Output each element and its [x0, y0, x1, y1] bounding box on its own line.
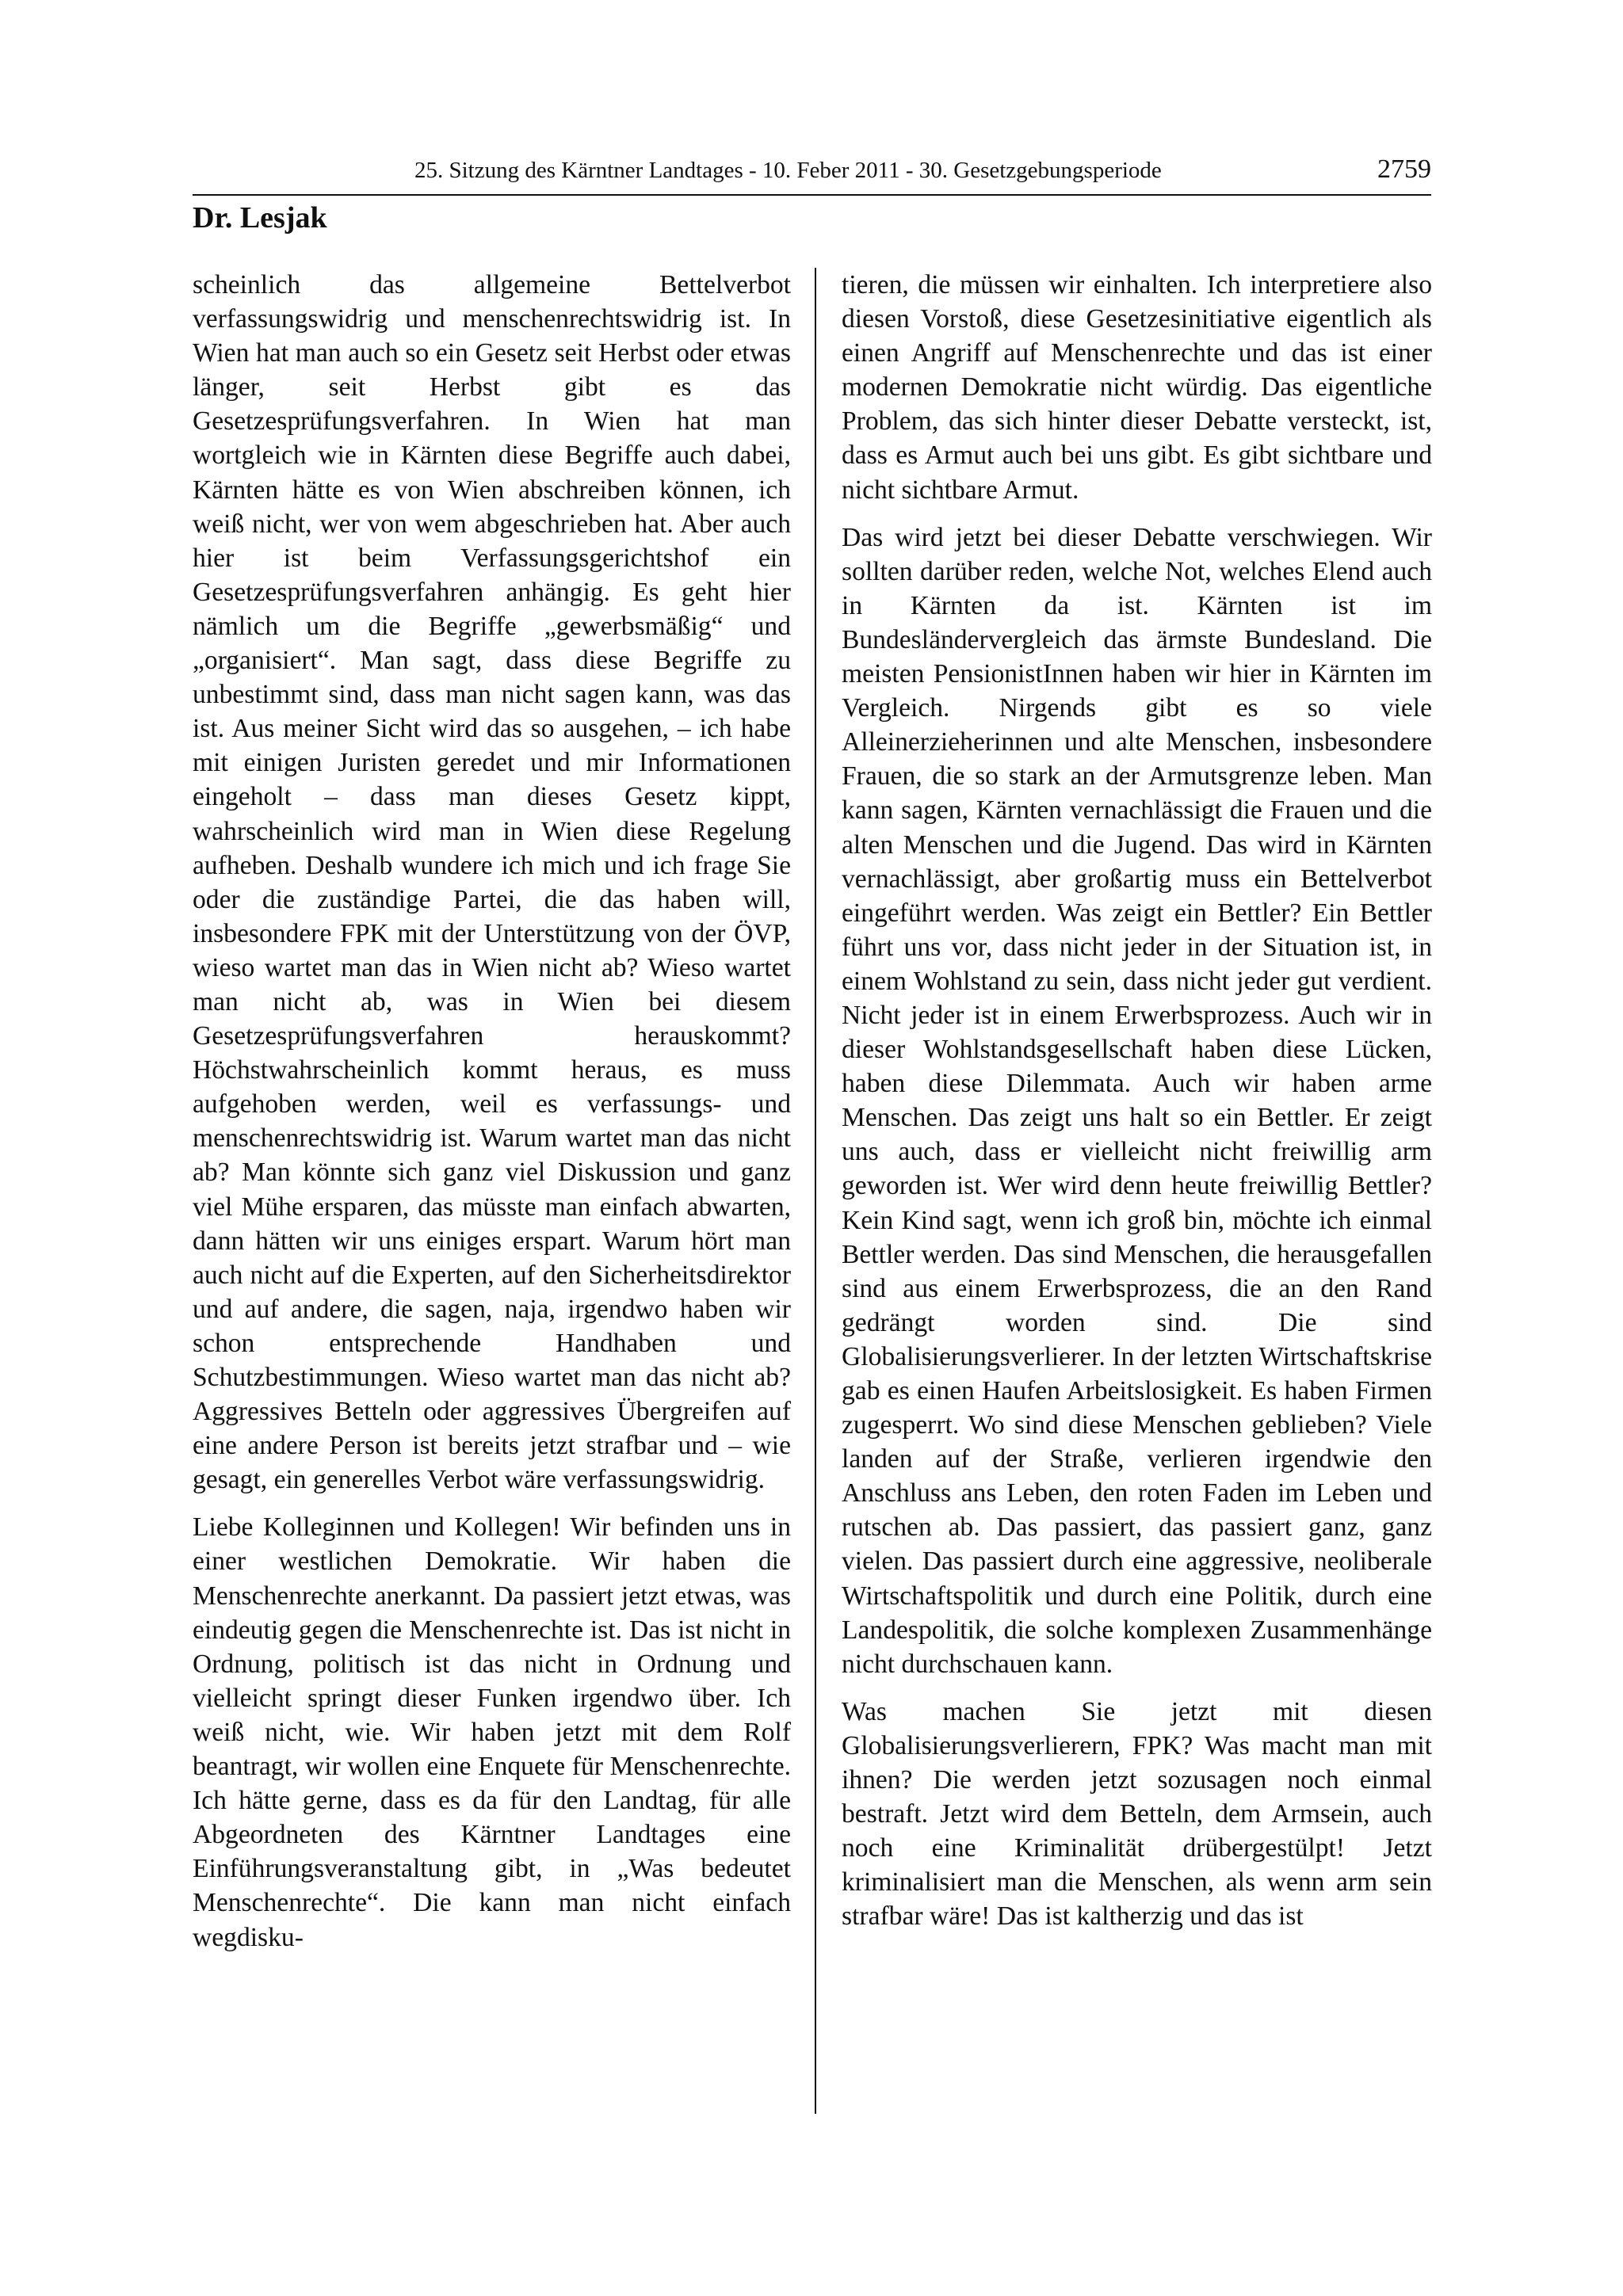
paragraph: tieren, die müssen wir einhalten. Ich interpretiere also diesen Vorstoß, diese Gesetzesinitiative eigentlich als einen Angriff auf Menschenrechte und das ist einer modernen Demokratie nicht würdig. Das eigentliche Problem, das sich hinter dieser Debatte versteckt, ist, dass es Armut auch bei uns gibt. Es gibt sichtbare und nicht sichtbare Armut.	[842, 270, 1432, 505]
paragraph: Liebe Kolleginnen und Kollegen! Wir befinden uns in einer westlichen Demokratie. Wir haben die Menschenrechte anerkannt. Da passiert jetzt etwas, was eindeutig gegen die Menschenrechte ist. Das ist nicht in Ordnung, politisch ist das nicht in Ordnung und vielleicht springt dieser Funken irgendwo über. Ich weiß nicht, wie. Wir haben jetzt mit dem Rolf beantragt, wir wollen eine Enquete für Menschenrechte. Ich hätte gerne, dass es da für den Landtag, für alle Abgeordneten des Kärntner Landtages eine Einführungsveranstaltung gibt, in „Was bedeutet Menschenrechte“. Die kann man nicht einfach wegdisku-	[193, 1512, 791, 1952]
column-divider	[815, 268, 816, 2114]
header-rule	[193, 194, 1431, 196]
session-title: 25. Sitzung des Kärntner Landtages - 10. Feber 2011 - 30. Gesetzgebungsperiode	[414, 158, 1162, 183]
page-number: 2759	[1377, 154, 1431, 184]
paragraph: Das wird jetzt bei dieser Debatte verschwiegen. Wir sollten darüber reden, welche Not, welches Elend auch in Kärnten da ist. Kärnten ist im Bundesländervergleich das ärmste Bundesland. Die meisten PensionistInnen haben wir hier in Kärnten im Vergleich. Nirgends gibt es so viele Alleinerzieherinnen und alte Menschen, insbesondere Frauen, die so stark an der Armutsgrenze leben. Man kann sagen, Kärnten vernachlässigt die Frauen und die alten Menschen und die Jugend. Das wird in Kärnten vernachlässigt, aber großartig muss ein Bettelverbot eingeführt werden. Was zeigt ein Bettler? Ein Bettler führt uns vor, dass nicht jeder in der Situation ist, in einem Wohlstand zu sein, dass nicht jeder gut verdient. Nicht jeder ist in einem Erwerbsprozess. Auch wir in dieser Wohlstandsgesellschaft haben diese Lücken, haben diese Dilemmata. Auch wir haben arme Menschen. Das zeigt uns halt so ein Bettler. Er zeigt uns auch, dass er vielleicht nicht freiwillig arm geworden ist. Wer wird denn heute freiwillig Bettler? Kein Kind sagt, wenn ich groß bin, möchte ich einmal Bettler werden. Das sind Menschen, die herausgefallen sind aus einem Erwerbsprozess, die an den Rand gedrängt worden sind. Die sind Globalisierungsverlierer. In der letzten Wirtschaftskrise gab es einen Haufen Arbeitslosigkeit. Es haben Firmen zugesperrt. Wo sind diese Menschen geblieben? Viele landen auf der Straße, verlieren irgendwie den Anschluss ans Leben, den roten Faden im Leben und rutschen ab. Das passiert, das passiert ganz, ganz vielen. Das passiert durch eine aggressive, neoliberale Wirtschaftspolitik und durch eine Politik, durch eine Landespolitik, die solche komplexen Zusammenhänge nicht durchschauen kann.	[842, 522, 1432, 1679]
paragraph: scheinlich das allgemeine Bettelverbot verfassungswidrig und menschenrechtswidrig ist. In Wien hat man auch so ein Gesetz seit Herbst oder etwas länger, seit Herbst gibt es das Gesetzesprüfungsverfahren. In Wien hat man wortgleich wie in Kärnten diese Begriffe auch dabei, Kärnten hätte es von Wien abschreiben können, ich weiß nicht, wer von wem abgeschrieben hat. Aber auch hier ist beim Verfassungsgerichtshof ein Gesetzesprüfungsverfahren anhängig. Es geht hier nämlich um die Begriffe „gewerbsmäßig“ und „organisiert“. Man sagt, dass diese Begriffe zu unbestimmt sind, dass man nicht sagen kann, was das ist. Aus meiner Sicht wird das so ausgehen, – ich habe mit einigen Juristen geredet und mir Informationen eingeholt – dass man dieses Gesetz kippt, wahrscheinlich wird man in Wien diese Regelung aufheben. Deshalb wundere ich mich und ich frage Sie oder die zuständige Partei, die das haben will, insbesondere FPK mit der Unterstützung von der ÖVP, wieso wartet man das in Wien nicht ab? Wieso wartet man nicht ab, was in Wien bei diesem Gesetzesprüfungsverfahren herauskommt? Höchstwahrscheinlich kommt heraus, es muss aufgehoben werden, weil es verfassungs- und menschenrechtswidrig ist. Warum wartet man das nicht ab? Man könnte sich ganz viel Diskussion und ganz viel Mühe ersparen, das müsste man einfach abwarten, dann hätten wir uns einiges erspart. Warum hört man auch nicht auf die Experten, auf den Sicherheitsdirektor und auf andere, die sagen, naja, irgendwo haben wir schon entsprechende Handhaben und Schutzbestimmungen. Wieso wartet man das nicht ab? Aggressives Betteln oder aggressives Übergreifen auf eine andere Person ist bereits jetzt strafbar und – wie gesagt, ein generelles Verbot wäre verfassungswidrig.	[193, 270, 791, 1495]
speaker-name: Dr. Lesjak	[193, 201, 327, 235]
right-column	[842, 268, 1432, 1947]
left-column	[193, 268, 791, 1968]
paragraph: Was machen Sie jetzt mit diesen Globalisierungsverlierern, FPK? Was macht man mit ihnen? Die werden jetzt sozusagen noch einmal bestraft. Jetzt wird dem Betteln, dem Armsein, auch noch eine Kriminalität drübergestülpt! Jetzt kriminalisiert man die Menschen, als wenn arm sein strafbar wäre! Das ist kaltherzig und das ist	[842, 1696, 1432, 1932]
page-header	[193, 154, 1431, 196]
